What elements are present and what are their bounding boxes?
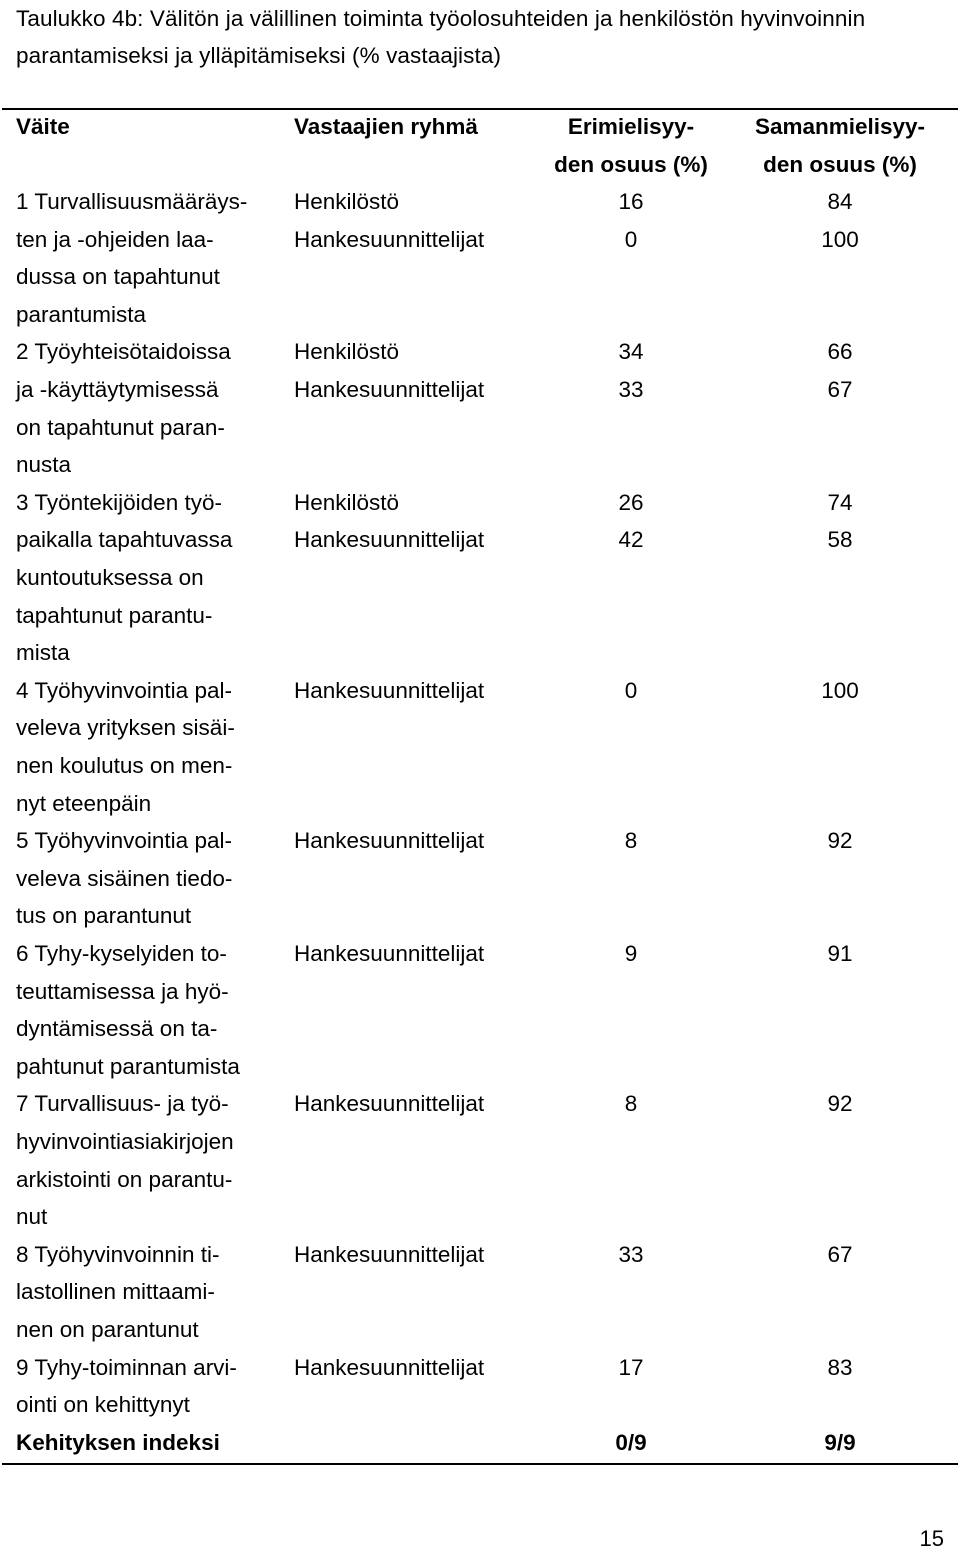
group-cell: Hankesuunnittelijat [294, 677, 485, 703]
index-agree: 9/9 [824, 1429, 856, 1455]
disagree-cell: 16 0 [618, 189, 644, 252]
group-cell: Henkilöstö Hankesuunnittelijat [294, 339, 485, 402]
table-row [0, 822, 960, 935]
header-agree-share: Samanmielisyy- den osuus (%) [754, 114, 926, 177]
results-table [0, 108, 960, 1461]
group-cell: Hankesuunnittelijat [294, 1354, 485, 1380]
header-respondent-group: Vastaajien ryhmä [294, 114, 478, 139]
table-caption: Taulukko 4b: Välitön ja välillinen toiminta työolosuhteiden ja henkilöstön hyvinvoinnin parantamiseksi ja ylläpitämiseksi (% vastaajista) [16, 6, 866, 68]
agree-cell: 100 [821, 677, 859, 703]
table-row [0, 183, 960, 333]
agree-cell: 92 [827, 1091, 853, 1117]
header-claim: Väite [16, 114, 70, 139]
table-row [0, 1236, 960, 1349]
claim-cell: 1 Turvallisuusmääräys- ten ja -ohjeiden laa- dussa on tapahtunut parantumista [16, 189, 248, 327]
agree-cell: 67 [827, 1241, 853, 1267]
claim-cell: 5 Työhyvinvointia pal- veleva sisäinen tiedo- tus on parantunut [16, 828, 233, 929]
table-bottom-rule [2, 1463, 958, 1465]
claim-cell: 2 Työyhteisötaidoissa ja -käyttäytymisessä on tapahtunut paran- nusta [16, 339, 231, 478]
agree-cell: 66 67 [827, 339, 853, 402]
table-header-row [0, 108, 960, 183]
claim-cell: 9 Tyhy-toiminnan arvi- ointi on kehittynyt [16, 1354, 237, 1418]
disagree-cell: 33 [618, 1241, 644, 1267]
disagree-cell: 8 [624, 1091, 638, 1117]
disagree-cell: 17 [618, 1354, 644, 1380]
table-row [0, 935, 960, 1085]
table-row [0, 1349, 960, 1424]
table-row [0, 672, 960, 822]
index-label: Kehityksen indeksi [16, 1429, 220, 1455]
group-cell: Hankesuunnittelijat [294, 940, 485, 966]
agree-cell: 83 [827, 1354, 853, 1380]
agree-cell: 91 [827, 940, 853, 966]
agree-cell: 92 [827, 828, 853, 854]
group-cell: Hankesuunnittelijat [294, 828, 485, 854]
development-index-row [0, 1424, 960, 1462]
claim-cell: 7 Turvallisuus- ja työ- hyvinvointiasiakirjojen arkistointi on parantu- nut [16, 1091, 234, 1230]
claim-cell: 6 Tyhy-kyselyiden to- teuttamisessa ja hyö- dyntämisessä on ta- pahtunut parantumista [16, 940, 240, 1079]
disagree-cell: 34 33 [618, 339, 644, 402]
group-cell: Henkilöstö Hankesuunnittelijat [294, 189, 485, 252]
header-disagree-share: Erimielisyy- den osuus (%) [554, 114, 708, 177]
group-cell: Hankesuunnittelijat [294, 1091, 485, 1117]
table-row [0, 333, 960, 483]
disagree-cell: 26 42 [618, 489, 644, 553]
index-disagree: 0/9 [615, 1429, 647, 1455]
claim-cell: 3 Työntekijöiden työ- paikalla tapahtuvassa kuntoutuksessa on tapahtunut parantu- mista [16, 489, 233, 666]
page-number: 15 [919, 1526, 944, 1551]
claim-cell: 8 Työhyvinvoinnin ti- lastollinen mittaami- nen on parantunut [16, 1241, 220, 1342]
disagree-cell: 8 [624, 828, 638, 854]
group-cell: Henkilöstö Hankesuunnittelijat [294, 489, 485, 553]
table-row [0, 1085, 960, 1235]
table-row [0, 484, 960, 672]
disagree-cell: 9 [624, 940, 638, 966]
agree-cell: 84 100 [821, 189, 859, 252]
agree-cell: 74 58 [827, 489, 853, 553]
claim-cell: 4 Työhyvinvointia pal- veleva yrityksen sisäi- nen koulutus on men- nyt eteenpäin [16, 677, 235, 816]
group-cell: Hankesuunnittelijat [294, 1241, 485, 1267]
disagree-cell: 0 [624, 677, 638, 703]
